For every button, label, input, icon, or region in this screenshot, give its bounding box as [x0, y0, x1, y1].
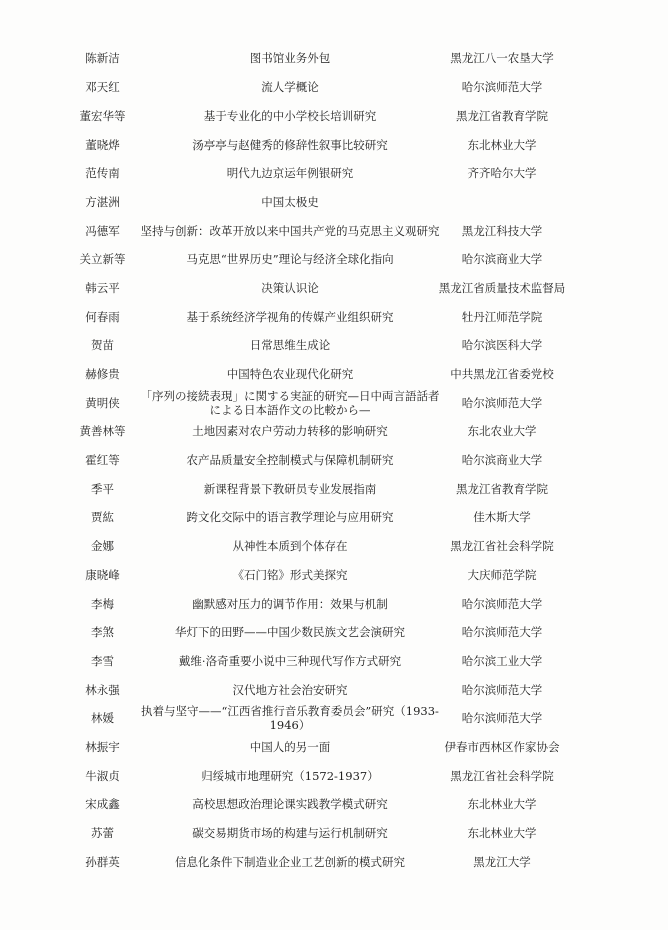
table-row: [0, 561, 668, 590]
work-title: 中国太极史: [261, 194, 319, 209]
author-name: 韩云平: [85, 280, 120, 295]
table-row: [0, 447, 668, 476]
author-name: 宋成鑫: [85, 797, 120, 812]
table-row: [0, 389, 668, 418]
author-name: 霍红等: [85, 453, 120, 468]
table-row: [0, 820, 668, 849]
table-row: [0, 217, 668, 246]
work-title: 中国特色农业现代化研究: [226, 367, 354, 381]
table-row: [0, 791, 668, 820]
table-row: [0, 160, 668, 189]
organization: 黑龙江省社会科学院: [450, 539, 554, 554]
author-name: 李梅: [91, 596, 114, 611]
author-name: 康晓峰: [85, 567, 120, 582]
organization: 哈尔滨师范大学: [461, 395, 543, 410]
author-name: 范传南: [85, 166, 120, 181]
organization: 黑龙江省教育学院: [456, 108, 548, 123]
author-name: 董宏华等: [79, 108, 126, 123]
organization: 黑龙江八一农垦大学: [450, 51, 554, 66]
work-title: 「序列の接続表現」に関する実証的研究—日中両言語話者による日本語作文の比較から—: [140, 388, 440, 417]
organization: 哈尔滨商业大学: [461, 453, 543, 468]
organization: 齐齐哈尔大学: [467, 166, 537, 181]
author-name: 关立新等: [79, 252, 126, 267]
table-row: [0, 275, 668, 304]
organization: 哈尔滨师范大学: [461, 625, 543, 640]
author-name: 贺苗: [91, 338, 114, 353]
work-title: 执着与坚守——“江西省推行音乐教育委员会”研究（1933-1946）: [141, 704, 439, 733]
organization: 黑龙江省质量技术监督局: [438, 280, 566, 295]
table-row: [0, 676, 668, 705]
work-title: 幽默感对压力的调节作用：效果与机制: [192, 596, 388, 611]
organization: 佳木斯大学: [473, 510, 531, 525]
table-row: [0, 246, 668, 275]
author-name: 林振宇: [85, 739, 120, 754]
organization: 哈尔滨师范大学: [461, 596, 543, 611]
table-row: [0, 131, 668, 160]
organization: 黑龙江科技大学: [461, 223, 543, 238]
work-title: 戴维·洛奇重要小说中三种现代写作方式研究: [178, 653, 402, 668]
author-name: 苏蕾: [91, 826, 114, 840]
award-list-table: [0, 45, 668, 877]
work-title: 决策认识论: [261, 280, 319, 295]
organization: 哈尔滨工业大学: [461, 653, 543, 668]
work-title: 基于专业化的中小学校长培训研究: [203, 108, 377, 123]
organization: 黑龙江省社会科学院: [450, 768, 554, 783]
work-title: 中国人的另一面: [249, 739, 331, 754]
work-title: 汉代地方社会治安研究: [232, 682, 348, 697]
author-name: 贾紘: [91, 510, 114, 525]
author-name: 林媛: [91, 711, 114, 726]
author-name: 林永强: [85, 682, 120, 697]
author-name: 黄明侠: [85, 395, 120, 410]
organization: 哈尔滨师范大学: [461, 711, 543, 726]
work-title: 信息化条件下制造业企业工艺创新的模式研究: [175, 854, 405, 869]
table-row: [0, 647, 668, 676]
author-name: 金娜: [91, 539, 114, 554]
work-title: 日常思维生成论: [249, 338, 331, 353]
organization: 哈尔滨商业大学: [461, 252, 543, 267]
organization: 东北林业大学: [467, 826, 537, 840]
organization: 伊春市西林区作家协会: [444, 739, 560, 754]
table-row: [0, 619, 668, 648]
work-title: 华灯下的田野——中国少数民族文艺会演研究: [175, 625, 405, 640]
author-name: 冯德军: [85, 223, 120, 238]
work-title: 流人学概论: [261, 80, 319, 95]
organization: 牡丹江师范学院: [461, 309, 543, 324]
work-title: 从神性本质到个体存在: [232, 539, 348, 554]
organization: 哈尔滨师范大学: [461, 80, 543, 95]
table-row: [0, 734, 668, 763]
work-title: 图书馆业务外包: [249, 51, 331, 66]
table-row: [0, 533, 668, 562]
author-name: 何春雨: [85, 309, 120, 324]
table-row: [0, 475, 668, 504]
author-name: 牛淑贞: [85, 768, 120, 783]
work-title: 归绥城市地理研究（1572-1937）: [201, 768, 379, 783]
table-row: [0, 102, 668, 131]
organization: 哈尔滨医科大学: [461, 338, 543, 353]
organization: 黑龙江省教育学院: [456, 481, 548, 496]
table-row: [0, 74, 668, 103]
author-name: 黄善林等: [79, 424, 126, 439]
author-name: 赫修贵: [85, 367, 120, 381]
table-row: [0, 332, 668, 361]
author-name: 季平: [91, 481, 114, 496]
author-name: 陈新洁: [85, 51, 120, 66]
table-row: [0, 504, 668, 533]
table-row: [0, 762, 668, 791]
organization: 东北林业大学: [467, 137, 537, 152]
table-row: [0, 418, 668, 447]
table-row: [0, 848, 668, 877]
work-title: 跨文化交际中的语言教学理论与应用研究: [186, 510, 394, 525]
organization: 东北农业大学: [467, 424, 537, 439]
work-title: 高校思想政治理论课实践教学模式研究: [192, 797, 388, 812]
table-row: [0, 705, 668, 734]
work-title: 马克思“世界历史”理论与经济全球化指向: [186, 252, 394, 267]
work-title: 《石门铭》形式美探究: [232, 567, 348, 582]
organization: 哈尔滨师范大学: [461, 682, 543, 697]
work-title: 汤亭亭与赵健秀的修辞性叙事比较研究: [192, 137, 388, 152]
table-row: [0, 45, 668, 74]
organization: [432, 188, 572, 217]
work-title: 碳交易期货市场的构建与运行机制研究: [192, 826, 388, 840]
work-title: 农产品质量安全控制模式与保障机制研究: [186, 453, 394, 468]
work-title: 新课程背景下教研员专业发展指南: [203, 481, 377, 496]
author-name: 李雪: [91, 653, 114, 668]
author-name: 董晓烨: [85, 137, 120, 152]
organization: 中共黑龙江省委党校: [450, 367, 554, 381]
author-name: 邓天红: [85, 80, 120, 95]
author-name: 方湛洲: [85, 194, 120, 209]
organization: 东北林业大学: [467, 797, 537, 812]
organization: 黑龙江大学: [473, 854, 531, 869]
table-row: [0, 590, 668, 619]
author-name: 李煞: [91, 625, 114, 640]
organization: 大庆师范学院: [467, 567, 537, 582]
author-name: 孙群英: [85, 854, 120, 869]
work-title: 基于系统经济学视角的传媒产业组织研究: [186, 309, 394, 324]
table-row: [0, 361, 668, 390]
table-row: [0, 303, 668, 332]
table-row: [0, 188, 668, 217]
work-title: 坚持与创新：改革开放以来中国共产党的马克思主义观研究: [140, 223, 440, 238]
work-title: 土地因素对农户劳动力转移的影响研究: [192, 424, 388, 439]
work-title: 明代九边京运年例银研究: [226, 166, 354, 181]
